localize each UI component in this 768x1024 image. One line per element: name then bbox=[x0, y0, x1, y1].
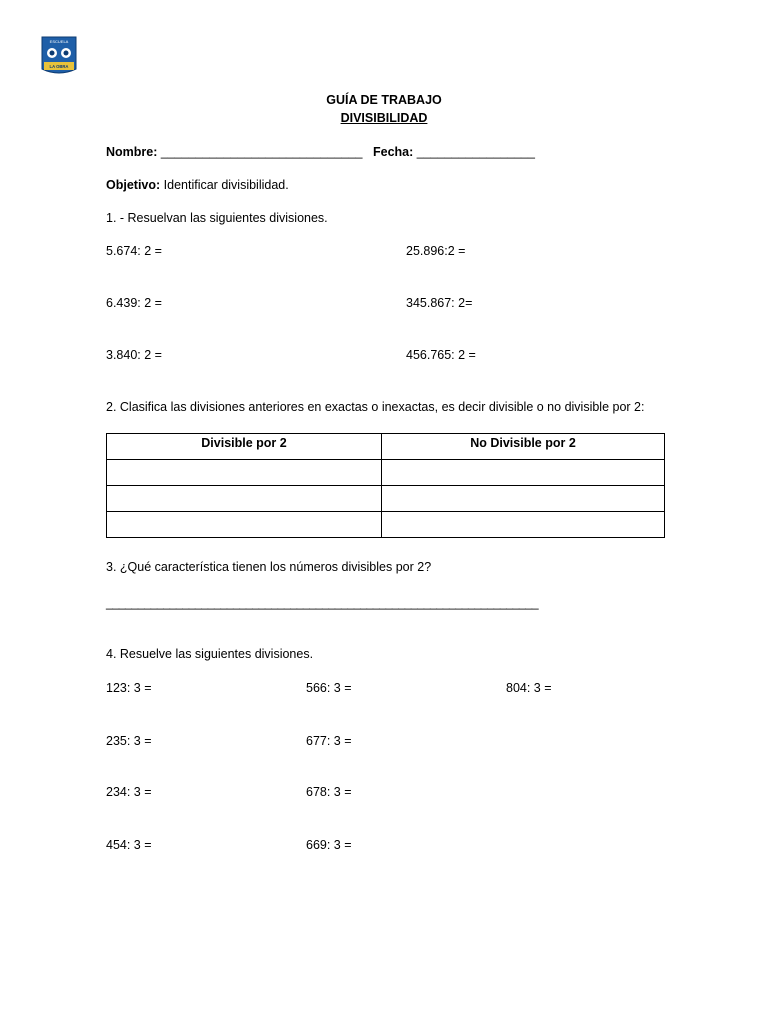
division-item: 123: 3 = bbox=[106, 681, 152, 695]
division-item: 804: 3 = bbox=[506, 681, 552, 695]
table-cell[interactable] bbox=[382, 486, 665, 512]
date-field bbox=[373, 145, 535, 159]
division-item: 456.765: 2 = bbox=[406, 348, 476, 362]
name-line: _____________________________ bbox=[160, 145, 363, 159]
table-cell[interactable] bbox=[107, 486, 382, 512]
division-item: 669: 3 = bbox=[306, 838, 352, 852]
division-item: 5.674: 2 = bbox=[106, 244, 162, 258]
objective bbox=[106, 178, 289, 192]
table-row bbox=[107, 460, 665, 486]
classification-table bbox=[106, 433, 665, 538]
division-item: 3.840: 2 = bbox=[106, 348, 162, 362]
table-header-not-divisible: No Divisible por 2 bbox=[382, 434, 665, 460]
question-3-title: 3. ¿Qué característica tienen los números divisibles por 2? bbox=[106, 560, 432, 574]
school-logo bbox=[40, 35, 78, 77]
division-item: 25.896:2 = bbox=[406, 244, 466, 258]
table-row bbox=[107, 512, 665, 538]
page-title: GUÍA DE TRABAJO bbox=[326, 93, 442, 107]
name-label: Nombre: bbox=[106, 145, 158, 159]
question-1-title: 1. - Resuelvan las siguientes divisiones. bbox=[106, 211, 328, 225]
table-header-row bbox=[107, 434, 665, 460]
table-cell[interactable] bbox=[107, 512, 382, 538]
division-item: 566: 3 = bbox=[306, 681, 352, 695]
division-item: 454: 3 = bbox=[106, 838, 152, 852]
division-item: 345.867: 2= bbox=[406, 296, 473, 310]
date-line: _________________ bbox=[416, 145, 535, 159]
division-item: 678: 3 = bbox=[306, 785, 352, 799]
table-cell[interactable] bbox=[382, 512, 665, 538]
division-item: 6.439: 2 = bbox=[106, 296, 162, 310]
table-row bbox=[107, 486, 665, 512]
table-cell[interactable] bbox=[107, 460, 382, 486]
name-field bbox=[106, 145, 363, 159]
table-header-divisible: Divisible por 2 bbox=[107, 434, 382, 460]
date-label: Fecha: bbox=[373, 145, 414, 159]
objective-label: Objetivo: bbox=[106, 178, 161, 192]
objective-text: Identificar divisibilidad. bbox=[163, 178, 289, 192]
division-item: 234: 3 = bbox=[106, 785, 152, 799]
logo-bottom-text: LA OBRA bbox=[49, 64, 69, 69]
page-subtitle: DIVISIBILIDAD bbox=[340, 111, 428, 125]
division-item: 235: 3 = bbox=[106, 734, 152, 748]
division-item: 677: 3 = bbox=[306, 734, 352, 748]
question-2-title: 2. Clasifica las divisiones anteriores en exactas o inexactas, es decir divisible o no divisible por 2: bbox=[106, 400, 645, 414]
question-4-title: 4. Resuelve las siguientes divisiones. bbox=[106, 647, 314, 661]
logo-top-text: ESCUELA bbox=[49, 39, 69, 44]
answer-line: ____________________________________________________________________ bbox=[106, 596, 538, 610]
table-cell[interactable] bbox=[382, 460, 665, 486]
